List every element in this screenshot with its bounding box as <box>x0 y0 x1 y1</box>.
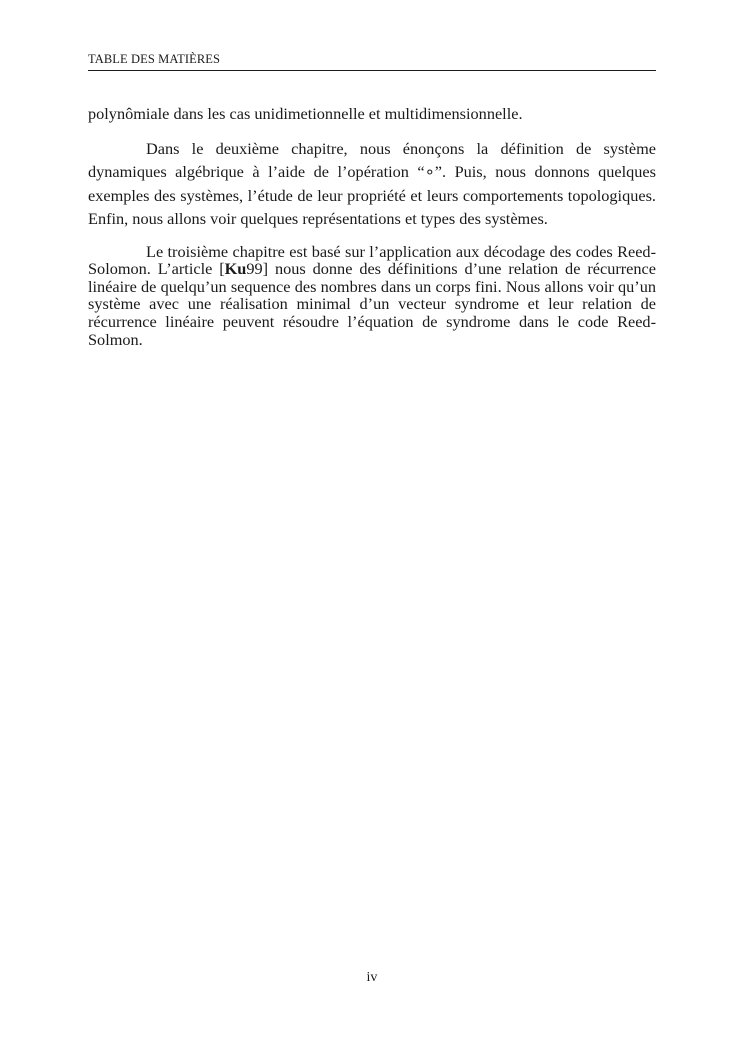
citation-year: 99 <box>246 259 263 279</box>
paragraph-2: Dans le deuxième chapitre, nous énonçons la définition de système dynamiques algébrique à l’aide de l’opération “∘”. Puis, nous donnons quelques exemples des systèmes, l’étude de leur propriété et leurs comportements topologiques. Enfin, nous allons voir quelques représentations et types des systèmes. <box>88 139 656 229</box>
paragraph-3 <box>88 243 656 349</box>
paragraph-1: polynômiale dans les cas unidimetionnelle et multidimensionnelle. <box>88 104 523 123</box>
running-header: TABLE DES MATIÈRES <box>88 52 221 66</box>
header-rule <box>88 70 656 71</box>
citation-key: Ku <box>224 259 247 279</box>
main-text <box>88 102 656 348</box>
page-number: iv <box>366 970 378 985</box>
paragraph-3-text-before: Le troisième chapitre est basé sur l’application aux décodage des codes Reed-Solomon. L’article [ <box>88 241 656 279</box>
paragraph-3-text-after: ] nous donne des définitions d’une relation de récurrence linéaire de quelqu’un sequence des nombres dans un corps fini. Nous allons voir qu’un système avec une réalisation minimal d’un vecteur syndrome et leur relation de récurrence linéaire peuvent résoudre l’équation de syndrome dans le code Reed-Solmon. <box>88 259 656 349</box>
